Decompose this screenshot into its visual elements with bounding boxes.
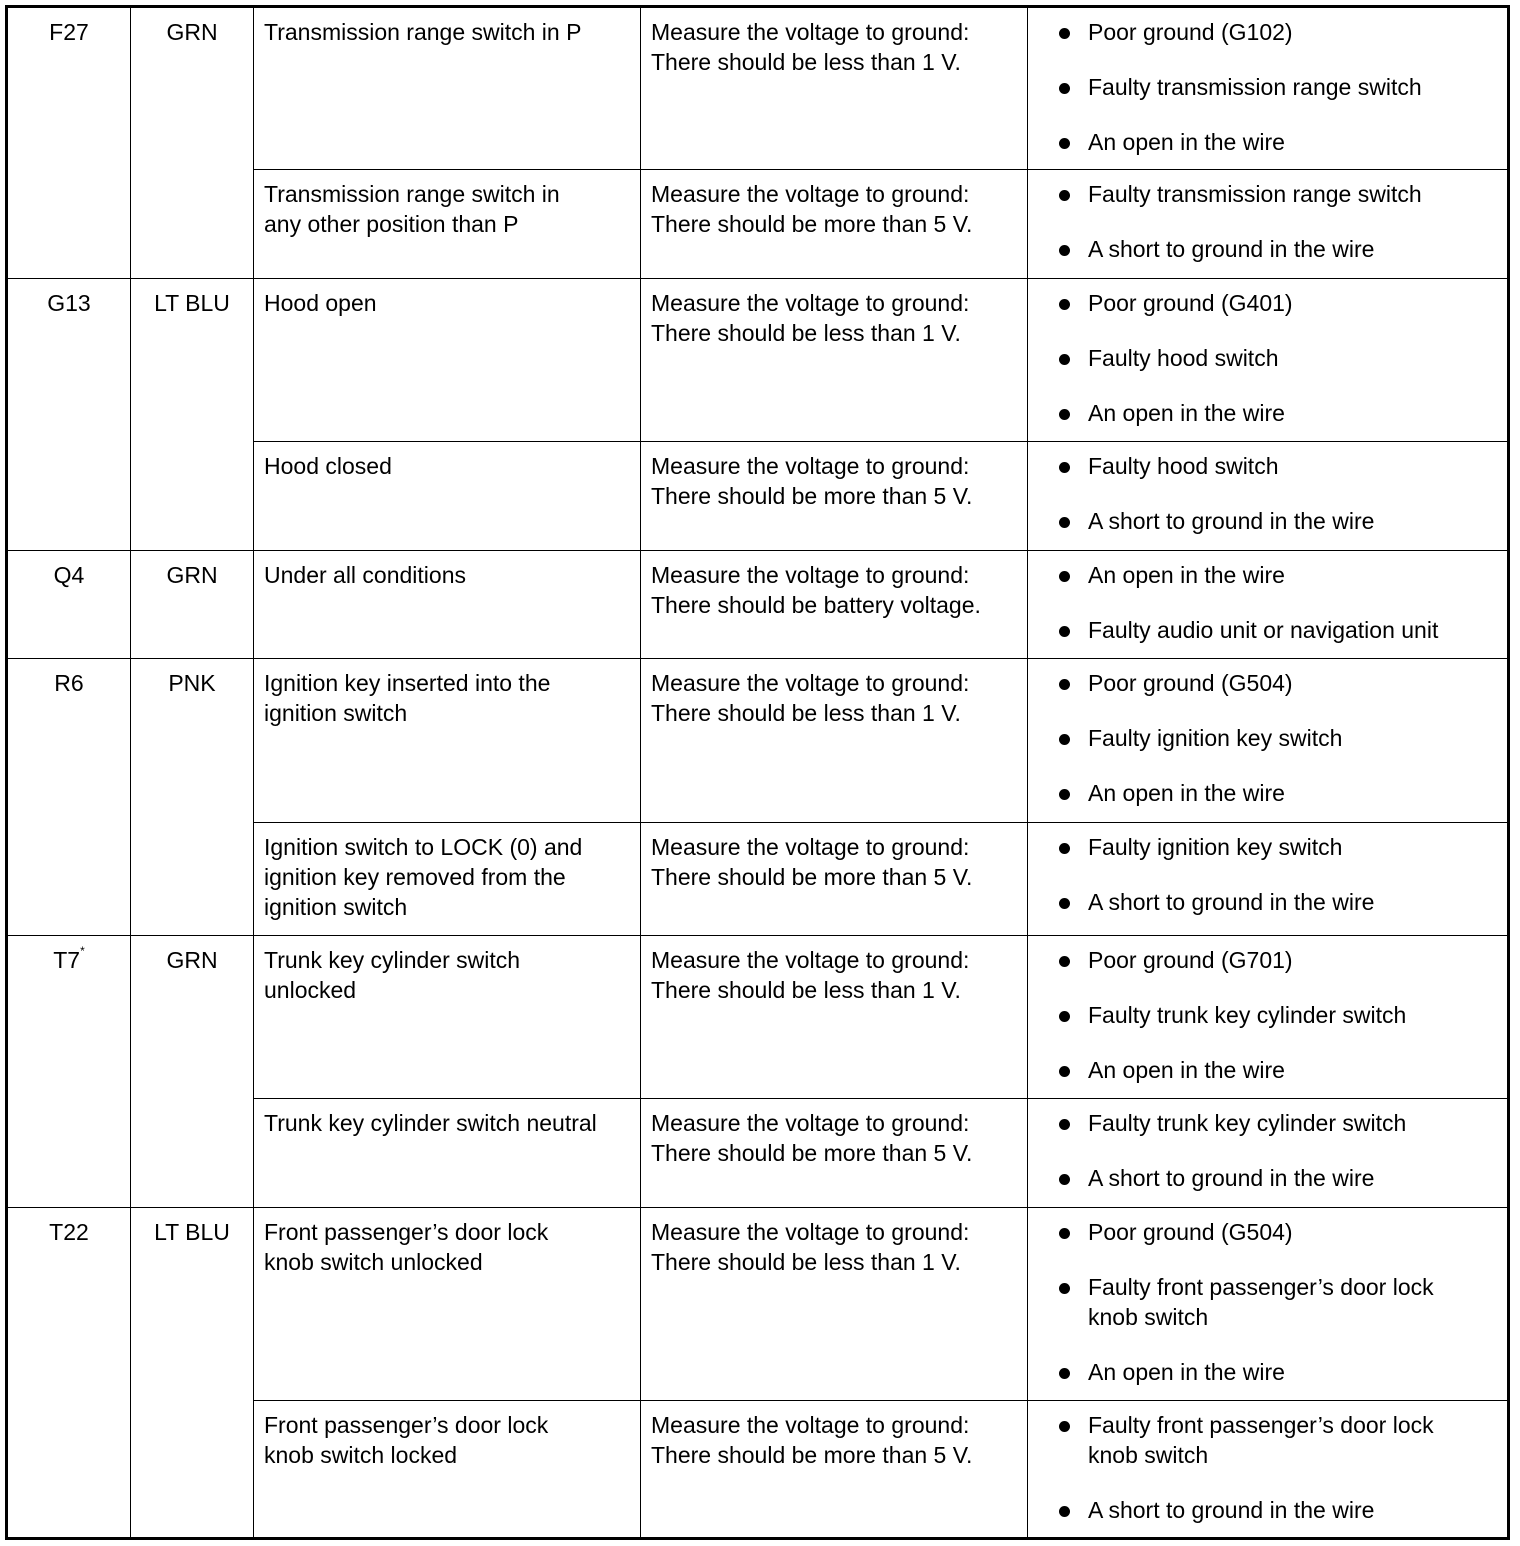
wire-color-cell: GRN [131,7,254,279]
test-condition-cell: Front passenger’s door lock knob switch locked [254,1401,641,1539]
table-row [7,551,1509,659]
cause-item: An open in the wire [1038,398,1497,428]
test-procedure-cell: Measure the voltage to ground: There should be more than 5 V. [641,1401,1028,1539]
terminal-label: Q4 [53,562,85,588]
cause-item: Faulty ignition key switch [1038,723,1497,753]
cause-item: Poor ground (G504) [1038,668,1497,698]
test-procedure-cell: Measure the voltage to ground: There should be less than 1 V. [641,659,1028,823]
test-condition-cell: Ignition switch to LOCK (0) and ignition key removed from the ignition switch [254,823,641,936]
possible-causes-cell [1028,936,1509,1099]
table-row [7,7,1509,170]
terminal-cell [7,936,131,1208]
cause-item: An open in the wire [1038,1357,1497,1387]
test-condition-cell: Hood closed [254,442,641,551]
possible-causes-cell [1028,7,1509,170]
terminal-label: F27 [49,19,89,45]
test-procedure-cell: Measure the voltage to ground: There should be less than 1 V. [641,7,1028,170]
possible-causes-cell [1028,1208,1509,1401]
terminal-cell [7,551,131,659]
test-procedure-cell: Measure the voltage to ground: There should be more than 5 V. [641,442,1028,551]
cause-item: A short to ground in the wire [1038,1495,1497,1525]
wire-color-cell: GRN [131,551,254,659]
test-condition-cell: Trunk key cylinder switch unlocked [254,936,641,1099]
wire-color-cell: LT BLU [131,279,254,551]
terminal-cell [7,279,131,551]
cause-item: Poor ground (G401) [1038,288,1497,318]
cause-item: An open in the wire [1038,127,1497,157]
test-condition-cell: Under all conditions [254,551,641,659]
terminal-label: G13 [47,290,91,316]
cause-item: A short to ground in the wire [1038,887,1497,917]
test-procedure-cell: Measure the voltage to ground: There should be less than 1 V. [641,279,1028,442]
wire-color-cell: LT BLU [131,1208,254,1539]
table-row [7,659,1509,823]
cause-item: A short to ground in the wire [1038,506,1497,536]
terminal-label: R6 [54,670,84,696]
test-condition-cell: Transmission range switch in any other position than P [254,170,641,279]
cause-item: Faulty trunk key cylinder switch [1038,1000,1497,1030]
possible-causes-cell [1028,279,1509,442]
possible-causes-cell [1028,659,1509,823]
cause-item: Faulty trunk key cylinder switch [1038,1108,1497,1138]
terminal-test-table [5,5,1510,1540]
test-condition-cell: Front passenger’s door lock knob switch unlocked [254,1208,641,1401]
possible-causes-cell [1028,823,1509,936]
test-condition-cell: Hood open [254,279,641,442]
terminal-cell [7,1208,131,1539]
cause-item: Faulty front passenger’s door lock knob switch [1038,1272,1497,1332]
test-condition-cell: Ignition key inserted into the ignition switch [254,659,641,823]
cause-item: Faulty transmission range switch [1038,72,1497,102]
terminal-label: T7 [53,947,81,973]
wire-color-cell: PNK [131,659,254,936]
test-procedure-cell: Measure the voltage to ground: There should be less than 1 V. [641,1208,1028,1401]
test-procedure-cell: Measure the voltage to ground: There should be more than 5 V. [641,170,1028,279]
cause-item: Poor ground (G701) [1038,945,1497,975]
cause-item: An open in the wire [1038,560,1497,590]
test-condition-cell: Transmission range switch in P [254,7,641,170]
cause-item: Faulty ignition key switch [1038,832,1497,862]
cause-item: Poor ground (G504) [1038,1217,1497,1247]
test-procedure-cell: Measure the voltage to ground: There should be more than 5 V. [641,823,1028,936]
test-procedure-cell: Measure the voltage to ground: There should be more than 5 V. [641,1099,1028,1208]
cause-item: Poor ground (G102) [1038,17,1497,47]
cause-item: An open in the wire [1038,778,1497,808]
cause-item: Faulty front passenger’s door lock knob switch [1038,1410,1497,1470]
table-row [7,1208,1509,1401]
terminal-label: T22 [49,1219,89,1245]
possible-causes-cell [1028,170,1509,279]
wire-color-cell: GRN [131,936,254,1208]
cause-item: Faulty hood switch [1038,343,1497,373]
test-procedure-cell: Measure the voltage to ground: There should be battery voltage. [641,551,1028,659]
footnote-mark: * [80,944,85,959]
cause-item: Faulty audio unit or navigation unit [1038,615,1497,645]
possible-causes-cell [1028,551,1509,659]
possible-causes-cell [1028,442,1509,551]
terminal-cell [7,7,131,279]
cause-item: An open in the wire [1038,1055,1497,1085]
cause-item: Faulty hood switch [1038,451,1497,481]
cause-item: Faulty transmission range switch [1038,179,1497,209]
possible-causes-cell [1028,1401,1509,1539]
terminal-cell [7,659,131,936]
cause-item: A short to ground in the wire [1038,1163,1497,1193]
cause-item: A short to ground in the wire [1038,234,1497,264]
table-row [7,279,1509,442]
test-condition-cell: Trunk key cylinder switch neutral [254,1099,641,1208]
test-procedure-cell: Measure the voltage to ground: There should be less than 1 V. [641,936,1028,1099]
possible-causes-cell [1028,1099,1509,1208]
table-row [7,936,1509,1099]
